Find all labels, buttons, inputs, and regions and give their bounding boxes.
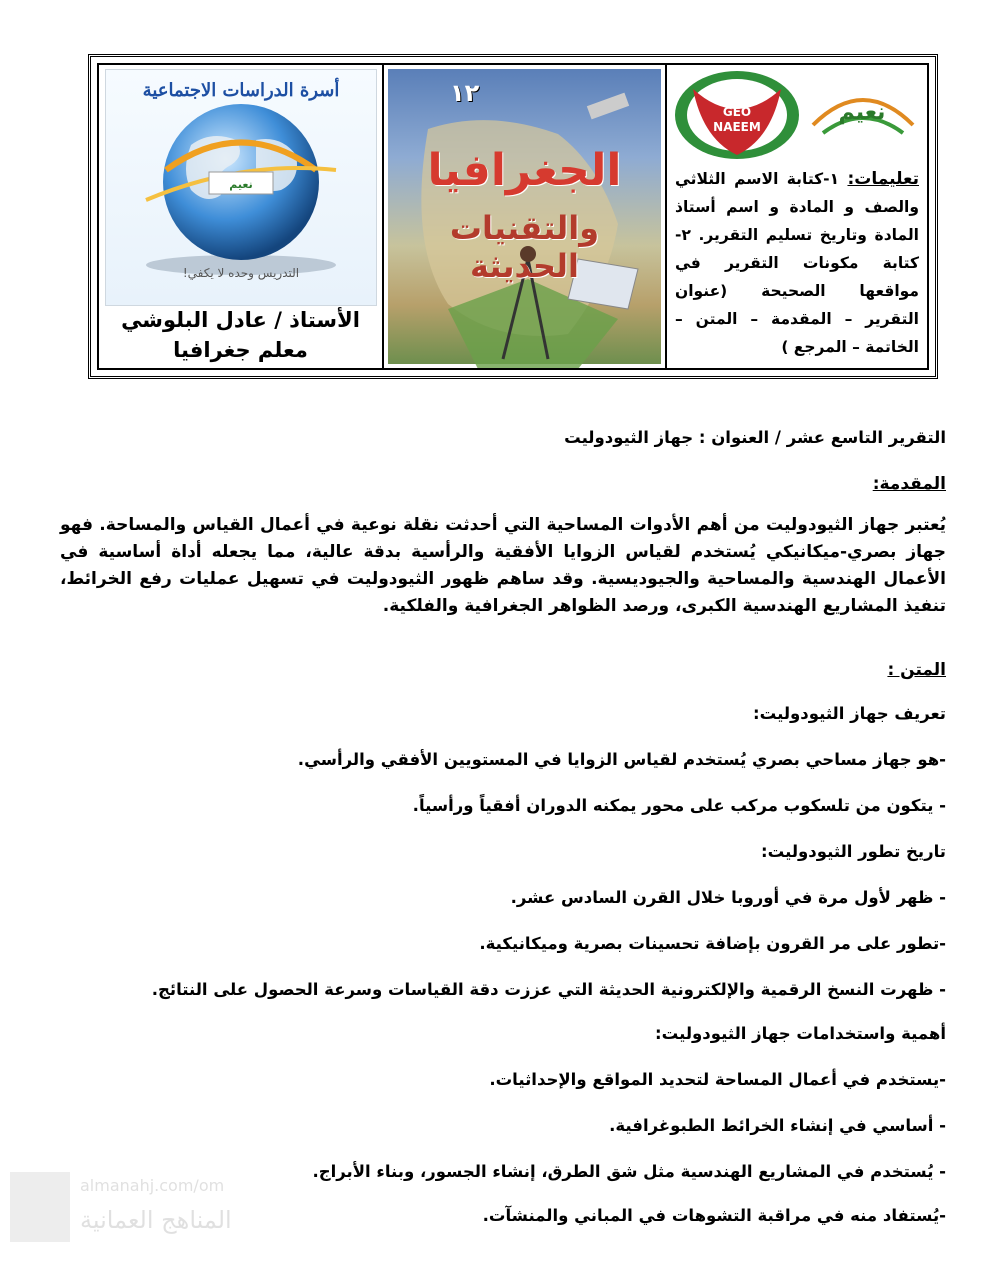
teacher-name-line1: الأستاذ / عادل البلوشي <box>121 308 360 332</box>
naeem-text: نعيم <box>838 100 886 125</box>
book-title-lines <box>388 209 661 285</box>
list-item: - ظهرت النسخ الرقمية والإلكترونية الحديثة التي عززت دقة القياسات وسرعة الحصول على النتائج. <box>151 980 946 999</box>
adil-geo-naeem-logo <box>673 69 801 161</box>
list-item: - يُستخدم في المشاريع الهندسية مثل شق الطرق، إنشاء الجسور، وبناء الأبراج. <box>312 1162 946 1181</box>
logo-title: أسرة الدراسات الاجتماعية <box>142 80 340 101</box>
brand-text-1: ADIL <box>721 90 753 104</box>
list-item: -يستخدم في أعمال المساحة لتحديد المواقع والإحداثيات. <box>489 1070 946 1089</box>
instructions-label: تعليمات: <box>847 169 919 189</box>
instructions-body: ١-كتابة الاسم الثلاثي والصف و المادة و اسم أستاذ المادة وتاريخ تسليم التقرير. ٢- كتابة مكونات التقرير في مواقعها الصحيحة (عنوان التقرير – المقدمة – المتن – الخاتمة – المرجع ) <box>675 170 919 356</box>
section-title-definition: تعريف جهاز الثيودوليت: <box>753 704 946 723</box>
watermark-name: المناهج العمانية <box>80 1206 232 1234</box>
instructions-cell <box>665 65 927 368</box>
brand-text-3: NAEEM <box>713 120 761 134</box>
svg-text:نعيم: نعيم <box>229 178 253 191</box>
book-title-line2: والتقنيات <box>449 209 600 247</box>
watermark <box>10 1172 250 1252</box>
watermark-url: almanahj.com/om <box>80 1176 225 1195</box>
list-item: -تطور على مر القرون بإضافة تحسينات بصرية وميكانيكية. <box>479 934 946 953</box>
report-title-line: التقرير التاسع عشر / العنوان : جهاز الثيودوليت <box>564 428 946 447</box>
brand-text-2: GEO <box>722 105 752 119</box>
instructions-text <box>675 165 919 361</box>
teacher-name <box>99 305 382 365</box>
header-frame <box>88 54 938 379</box>
list-item: -يُستفاد منه في مراقبة التشوهات في المباني والمنشآت. <box>482 1206 946 1225</box>
logo-slogan: التدريس وحده لا يكفي! <box>182 266 300 280</box>
social-studies-logo <box>105 69 377 306</box>
book-grade: ١٢ <box>450 79 480 107</box>
list-item: - يتكون من تلسكوب مركب على محور يمكنه الدوران أفقياً ورأسياً. <box>412 796 946 815</box>
list-item: - أساسي في إنشاء الخرائط الطبوغرافية. <box>609 1116 946 1135</box>
book-cover <box>388 69 661 364</box>
section-title-uses: أهمية واستخدامات جهاز الثيودوليت: <box>655 1024 946 1043</box>
body-heading: المتن : <box>887 660 946 680</box>
book-title-line1: الجغرافيا <box>427 145 622 196</box>
list-item: - ظهر لأول مرة في أوروبا خلال القرن السادس عشر. <box>510 888 946 907</box>
section-title-history: تاريخ تطور الثيودوليت: <box>761 842 946 861</box>
intro-heading: المقدمة: <box>872 474 946 494</box>
naeem-logo <box>803 75 921 151</box>
teacher-name-line2: معلم جغرافيا <box>173 338 308 362</box>
intro-paragraph: يُعتبر جهاز الثيودوليت من أهم الأدوات المساحية التي أحدثت نقلة نوعية في أعمال القياس والمساحة. فهو جهاز بصري-ميكانيكي يُستخدم لقياس الزوايا الأفقية والرأسية بدقة عالية، مما يجعله أداة أساسية في الأعمال الهندسية والمساحية والجيوديسية. وقد ساهم ظهور الثيودوليت في تسهيل عمليات رفع الخرائط، تنفيذ المشاريع الهندسية الكبرى، ورصد الظواهر الجغرافية والفلكية. <box>60 515 946 616</box>
header-inner <box>97 63 929 370</box>
report-body <box>60 420 946 1240</box>
teacher-cell <box>99 65 382 368</box>
book-title-line3: الحديثة <box>469 247 579 285</box>
book-cover-cell <box>382 65 665 368</box>
list-item: -هو جهاز مساحي بصري يُستخدم لقياس الزوايا في المستويين الأفقي والرأسي. <box>297 750 946 769</box>
watermark-logo-icon <box>10 1172 70 1242</box>
